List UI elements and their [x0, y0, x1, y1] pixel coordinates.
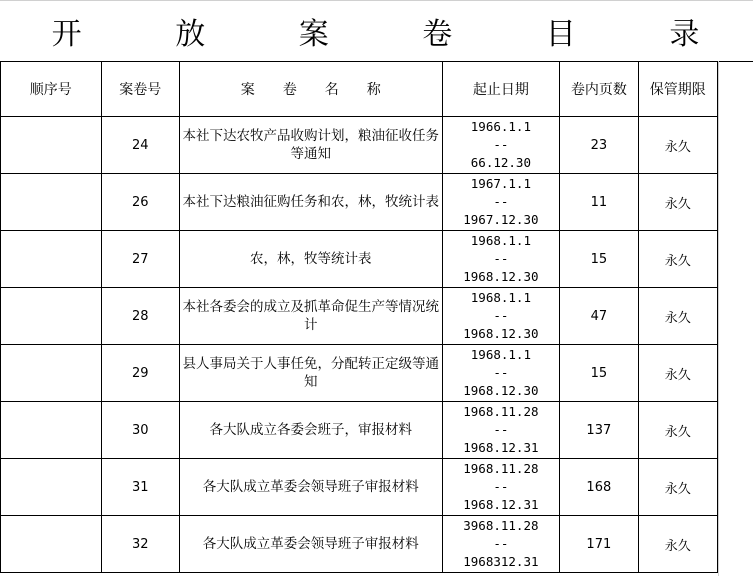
header-date-range[interactable]: 起止日期: [442, 62, 560, 117]
header-case-name-char: 称: [366, 82, 381, 98]
cell-retention[interactable]: 永久: [638, 402, 717, 459]
cell-retention[interactable]: 永久: [638, 288, 717, 345]
header-retention[interactable]: 保管期限: [638, 62, 717, 117]
date-separator: --: [493, 536, 509, 551]
cell-case-no[interactable]: 27: [101, 231, 179, 288]
header-case-name-char: 案: [240, 82, 255, 98]
cell-retention[interactable]: 永久: [638, 117, 717, 174]
cell-date-range[interactable]: [442, 516, 560, 573]
cell-seq[interactable]: [1, 174, 102, 231]
date-start: 3968.11.28: [463, 518, 539, 533]
date-start: 1968.1.1: [470, 233, 531, 248]
cell-case-no[interactable]: 30: [101, 402, 179, 459]
table-row[interactable]: [1, 345, 718, 402]
date-end: 66.12.30: [470, 155, 531, 170]
date-separator: --: [493, 137, 509, 152]
header-case-name-char: 卷: [282, 82, 297, 98]
cell-seq[interactable]: [1, 345, 102, 402]
date-start: 1968.11.28: [463, 404, 539, 419]
cell-date-range[interactable]: [442, 174, 560, 231]
cell-pages[interactable]: 137: [560, 402, 638, 459]
header-case-name[interactable]: [179, 62, 442, 117]
catalog-table: [0, 61, 718, 573]
cell-retention[interactable]: 永久: [638, 345, 717, 402]
cell-seq[interactable]: [1, 288, 102, 345]
cell-case-no[interactable]: 24: [101, 117, 179, 174]
cell-case-name[interactable]: 农，林，牧等统计表: [179, 231, 442, 288]
cell-case-no[interactable]: 26: [101, 174, 179, 231]
table-row[interactable]: [1, 231, 718, 288]
cell-case-name[interactable]: 各大队成立革委会领导班子审报材料: [179, 516, 442, 573]
date-start: 1967.1.1: [470, 176, 531, 191]
date-separator: --: [493, 308, 509, 323]
cell-retention[interactable]: 永久: [638, 516, 717, 573]
header-pages[interactable]: 卷内页数: [560, 62, 638, 117]
cell-pages[interactable]: 171: [560, 516, 638, 573]
cell-retention[interactable]: 永久: [638, 231, 717, 288]
date-start: 1968.1.1: [470, 290, 531, 305]
title-row: [0, 0, 753, 62]
cell-case-name[interactable]: 本社下达农牧产品收购计划，粮油征收任务等通知: [179, 117, 442, 174]
date-end: 1968312.31: [463, 554, 539, 569]
cell-seq[interactable]: [1, 117, 102, 174]
cell-case-name[interactable]: 县人事局关于人事任免，分配转正定级等通知: [179, 345, 442, 402]
cell-date-range[interactable]: [442, 402, 560, 459]
cell-retention[interactable]: 永久: [638, 459, 717, 516]
page-title: 开 放 案 卷 目 录: [51, 16, 742, 52]
cell-pages[interactable]: 168: [560, 459, 638, 516]
date-end: 1968.12.30: [463, 326, 539, 341]
date-start: 1968.1.1: [470, 347, 531, 362]
cell-pages[interactable]: 11: [560, 174, 638, 231]
header-case-name-char: 名: [324, 82, 339, 98]
table-row[interactable]: [1, 402, 718, 459]
date-end: 1968.12.31: [463, 440, 539, 455]
cell-date-range[interactable]: [442, 117, 560, 174]
date-separator: --: [493, 422, 509, 437]
date-end: 1968.12.30: [463, 269, 539, 284]
header-case-no[interactable]: 案卷号: [101, 62, 179, 117]
table-row[interactable]: [1, 117, 718, 174]
cell-seq[interactable]: [1, 516, 102, 573]
date-separator: --: [493, 365, 509, 380]
date-start: 1966.1.1: [470, 119, 531, 134]
cell-case-no[interactable]: 29: [101, 345, 179, 402]
cell-case-no[interactable]: 32: [101, 516, 179, 573]
cell-seq[interactable]: [1, 459, 102, 516]
date-separator: --: [493, 194, 509, 209]
date-end: 1968.12.31: [463, 497, 539, 512]
date-separator: --: [493, 479, 509, 494]
cell-pages[interactable]: 15: [560, 345, 638, 402]
cell-seq[interactable]: [1, 231, 102, 288]
cell-case-no[interactable]: 31: [101, 459, 179, 516]
date-end: 1967.12.30: [463, 212, 539, 227]
cell-case-name[interactable]: 本社各委会的成立及抓革命促生产等情况统计: [179, 288, 442, 345]
table-row[interactable]: [1, 174, 718, 231]
empty-column: [718, 61, 753, 576]
header-row: [1, 62, 718, 117]
cell-seq[interactable]: [1, 402, 102, 459]
date-separator: --: [493, 251, 509, 266]
cell-date-range[interactable]: [442, 231, 560, 288]
cell-date-range[interactable]: [442, 288, 560, 345]
table-row[interactable]: [1, 516, 718, 573]
cell-case-name[interactable]: 本社下达粮油征购任务和农，林，牧统计表: [179, 174, 442, 231]
cell-pages[interactable]: 15: [560, 231, 638, 288]
date-start: 1968.11.28: [463, 461, 539, 476]
cell-date-range[interactable]: [442, 459, 560, 516]
cell-case-name[interactable]: 各大队成立革委会领导班子审报材料: [179, 459, 442, 516]
cell-pages[interactable]: 23: [560, 117, 638, 174]
date-end: 1968.12.30: [463, 383, 539, 398]
cell-case-no[interactable]: 28: [101, 288, 179, 345]
cell-pages[interactable]: 47: [560, 288, 638, 345]
table-row[interactable]: [1, 288, 718, 345]
header-seq[interactable]: 顺序号: [1, 62, 102, 117]
cell-date-range[interactable]: [442, 345, 560, 402]
table-row[interactable]: [1, 459, 718, 516]
cell-case-name[interactable]: 各大队成立各委会班子，审报材料: [179, 402, 442, 459]
cell-retention[interactable]: 永久: [638, 174, 717, 231]
